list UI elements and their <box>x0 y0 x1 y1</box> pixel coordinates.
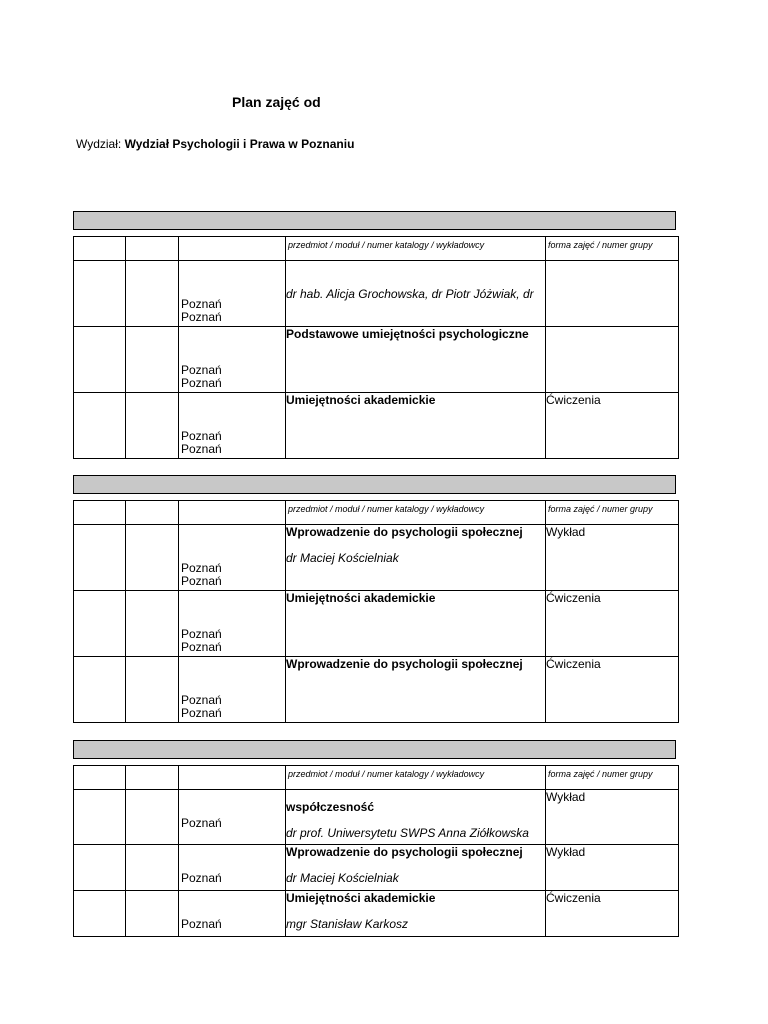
schedule-table <box>73 500 679 723</box>
table-row <box>74 525 679 591</box>
subject-cell <box>286 393 546 459</box>
lecturer: dr prof. Uniwersytetu SWPS Anna Ziółkowska <box>286 826 529 840</box>
table-header-row <box>74 501 679 525</box>
table-row <box>74 591 679 657</box>
section-band <box>73 475 676 494</box>
lecturer: mgr Stanisław Karkosz <box>286 917 409 931</box>
subject: współczesność <box>286 800 375 814</box>
faculty-line <box>76 137 354 151</box>
header-cell <box>74 501 126 525</box>
table-header-row <box>74 766 679 790</box>
form-cell: Ćwiczenia <box>546 657 679 723</box>
header-cell <box>74 766 126 790</box>
subject-cell <box>286 845 546 891</box>
form-cell <box>546 327 679 393</box>
header-subject: przedmiot / moduł / numer katalogy / wykładowcy <box>286 766 546 790</box>
header-subject: przedmiot / moduł / numer katalogy / wykładowcy <box>286 501 546 525</box>
location-cell: Poznań Poznań <box>179 261 286 327</box>
location-cell: Poznań Poznań <box>179 327 286 393</box>
subject: Umiejętności akademickie <box>286 891 436 905</box>
form-cell <box>546 261 679 327</box>
header-subject: przedmiot / moduł / numer katalogy / wykładowcy <box>286 237 546 261</box>
location-cell: Poznań Poznań <box>179 657 286 723</box>
header-form: forma zajęć / numer grupy <box>546 237 679 261</box>
header-form: forma zajęć / numer grupy <box>546 766 679 790</box>
table-row <box>74 790 679 845</box>
section-band <box>73 740 676 759</box>
section-band <box>73 211 676 230</box>
subject-cell <box>286 891 546 937</box>
subject: Wprowadzenie do psychologii społecznej <box>286 845 523 859</box>
faculty-name: Wydział Psychologii i Prawa w Poznaniu <box>124 137 355 151</box>
location-cell: Poznań <box>179 790 286 845</box>
form-cell: Ćwiczenia <box>546 891 679 937</box>
form-cell: Wykład <box>546 790 679 845</box>
subject-cell <box>286 261 546 327</box>
table-row <box>74 891 679 937</box>
header-form: forma zajęć / numer grupy <box>546 501 679 525</box>
page-title: Plan zajęć od <box>232 94 321 110</box>
form-cell: Wykład <box>546 525 679 591</box>
table-row <box>74 845 679 891</box>
header-cell <box>179 237 286 261</box>
subject: Umiejętności akademickie <box>286 393 436 407</box>
table-row <box>74 657 679 723</box>
subject-cell <box>286 327 546 393</box>
subject-cell <box>286 657 546 723</box>
location-cell: Poznań <box>179 845 286 891</box>
header-cell <box>179 501 286 525</box>
subject-cell <box>286 525 546 591</box>
lecturer: dr Maciej Kościelniak <box>286 871 399 885</box>
table-row <box>74 327 679 393</box>
header-cell <box>126 501 179 525</box>
header-cell <box>126 766 179 790</box>
subject-cell <box>286 790 546 845</box>
subject-cell <box>286 591 546 657</box>
subject: Wprowadzenie do psychologii społecznej <box>286 525 523 539</box>
subject: Umiejętności akademickie <box>286 591 436 605</box>
lecturer: dr Maciej Kościelniak <box>286 551 399 565</box>
table-row <box>74 393 679 459</box>
schedule-table <box>73 236 679 459</box>
subject: Wprowadzenie do psychologii społecznej <box>286 657 523 671</box>
location-cell: Poznań Poznań <box>179 393 286 459</box>
lecturer: dr hab. Alicja Grochowska, dr Piotr Jóżwiak, dr <box>286 287 534 301</box>
location-cell: Poznań Poznań <box>179 525 286 591</box>
form-cell: Ćwiczenia <box>546 393 679 459</box>
location-cell: Poznań <box>179 891 286 937</box>
location-cell: Poznań Poznań <box>179 591 286 657</box>
header-cell <box>179 766 286 790</box>
form-cell: Ćwiczenia <box>546 591 679 657</box>
table-row <box>74 261 679 327</box>
header-cell <box>126 237 179 261</box>
subject: Podstawowe umiejętności psychologiczne <box>286 327 529 341</box>
header-cell <box>74 237 126 261</box>
form-cell: Wykład <box>546 845 679 891</box>
schedule-table <box>73 765 679 937</box>
table-header-row <box>74 237 679 261</box>
faculty-label: Wydział: <box>76 137 122 151</box>
